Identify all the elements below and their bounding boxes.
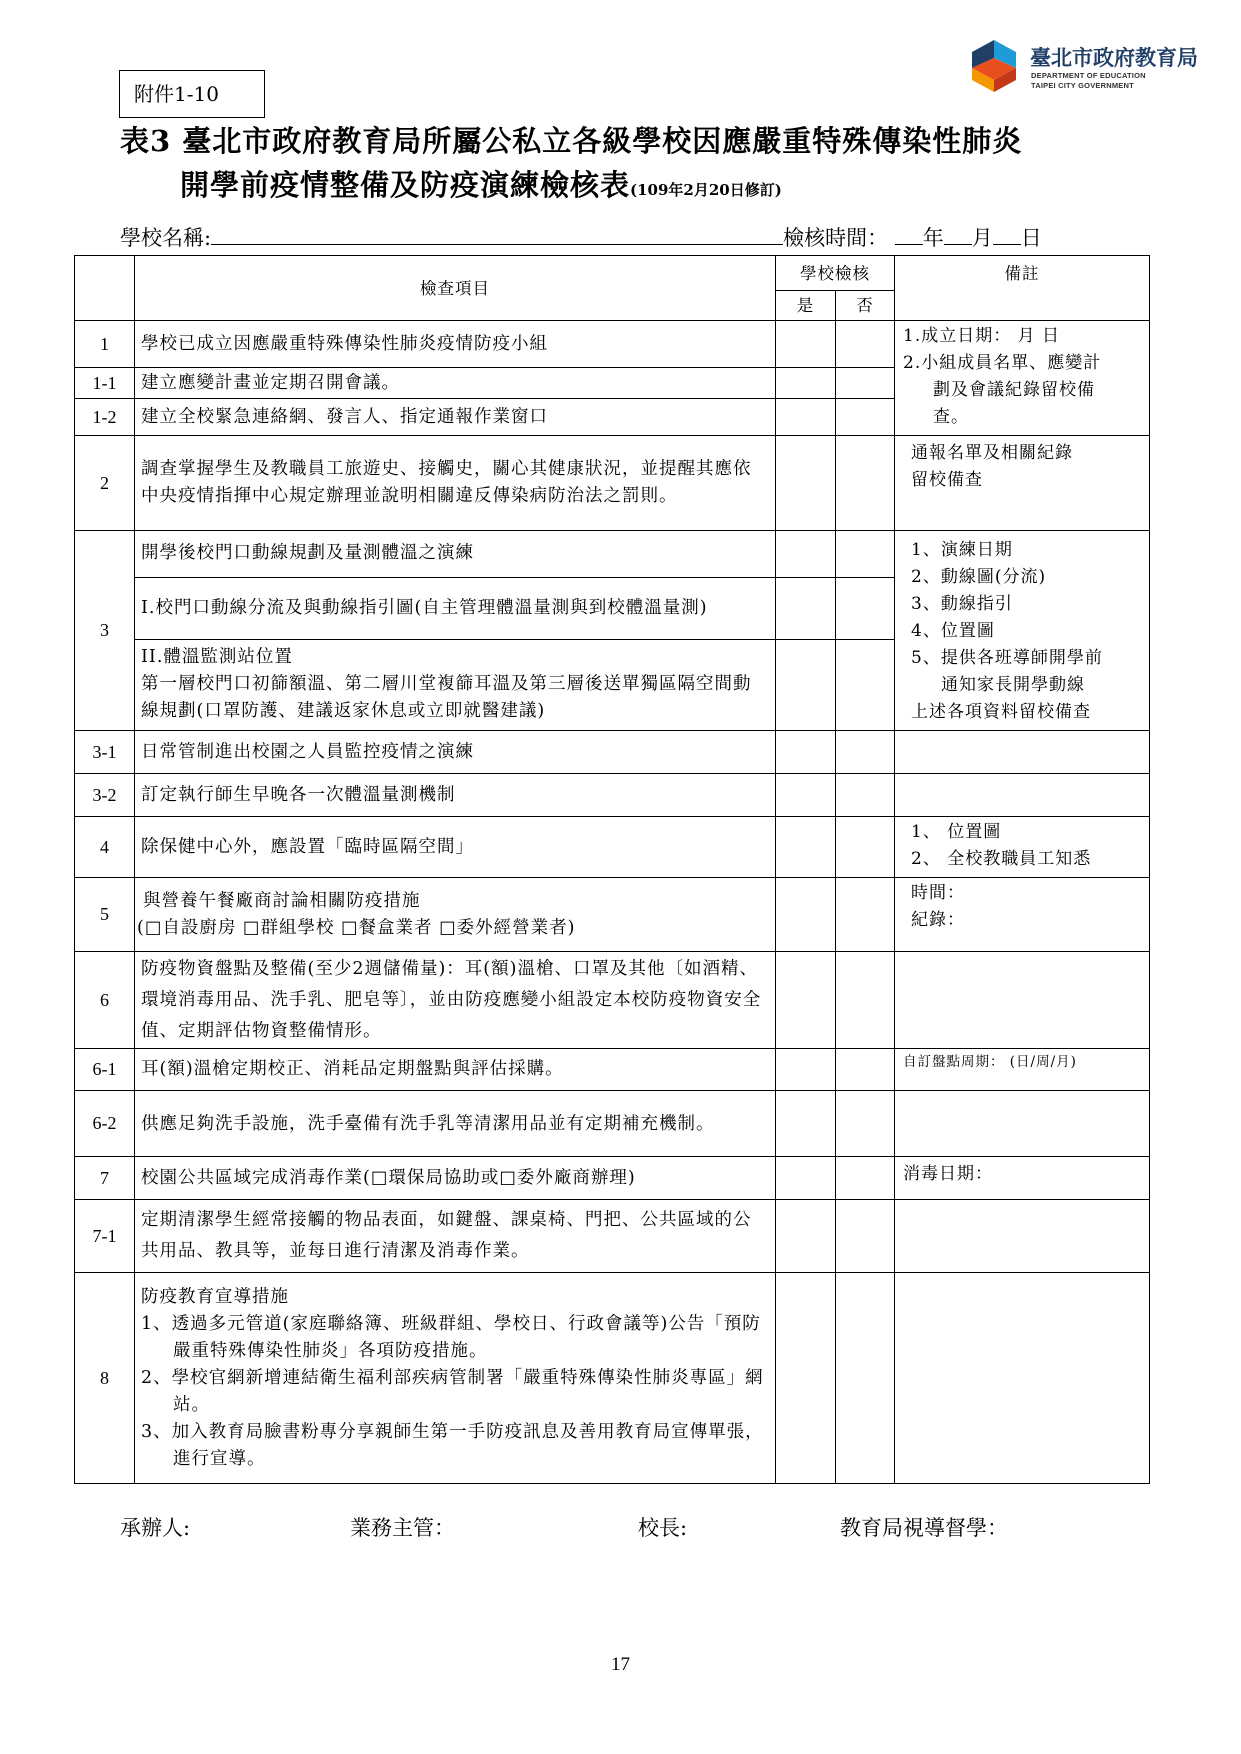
header-no: 否 bbox=[836, 291, 895, 321]
row-item: 建立全校緊急連絡網、發言人、指定通報作業窗口 bbox=[135, 399, 776, 436]
title-line-2-text: 開學前疫情整備及防疫演練檢核表 bbox=[180, 168, 631, 202]
note-line: 查。 bbox=[933, 407, 969, 427]
row-item bbox=[135, 639, 776, 730]
row-number: 2 bbox=[75, 436, 135, 531]
year-label: 年 bbox=[922, 226, 944, 250]
table-row bbox=[75, 817, 1150, 878]
signature-inspector: 教育局視導督學： bbox=[840, 1516, 1008, 1540]
check-no-cell[interactable] bbox=[836, 531, 895, 578]
header-number-cell bbox=[75, 256, 135, 321]
row-note bbox=[895, 952, 1150, 1049]
row-note bbox=[895, 321, 1150, 436]
check-no-cell[interactable] bbox=[836, 321, 895, 368]
note-line: 劃及會議紀錄留校備 bbox=[933, 380, 1095, 400]
check-no-cell[interactable] bbox=[836, 436, 895, 531]
note-line: 5、提供各班導師開學前 bbox=[911, 648, 1103, 668]
row-number: 3 bbox=[75, 531, 135, 731]
row-number: 1-2 bbox=[75, 399, 135, 436]
checklist-table bbox=[74, 255, 1150, 1484]
note-line: 留校備查 bbox=[911, 470, 983, 490]
row-note bbox=[895, 1091, 1150, 1157]
row-item: 供應足夠洗手設施，洗手臺備有洗手乳等清潔用品並有定期補充機制。 bbox=[135, 1091, 776, 1157]
row-number: 1 bbox=[75, 321, 135, 368]
row-item-text: 防疫教育宣導措施 bbox=[141, 1286, 289, 1307]
row-item-text: II.體溫監測站位置 bbox=[141, 647, 293, 668]
check-no-cell[interactable] bbox=[836, 368, 895, 399]
signature-supervisor: 業務主管： bbox=[350, 1516, 455, 1540]
note-line: 1.成立日期： 月 日 bbox=[903, 326, 1061, 346]
day-label: 日 bbox=[1020, 226, 1042, 250]
row-item-text: 1、透過多元管道(家庭聯絡簿、班級群組、學校日、行政會議等)公告「預防嚴重特殊傳染性肺炎」各項防疫措施。 bbox=[141, 1313, 761, 1361]
row-item: 調查掌握學生及教職員工旅遊史、接觸史，關心其健康狀況，並提醒其應依中央疫情指揮中心規定辦理並說明相關違反傳染病防治法之罰則。 bbox=[135, 436, 776, 531]
attachment-label: 附件1-10 bbox=[119, 70, 265, 118]
row-note: 消毒日期： bbox=[895, 1157, 1150, 1200]
check-no-cell[interactable] bbox=[836, 817, 895, 878]
table-row bbox=[75, 1091, 1150, 1157]
row-item: 開學後校門口動線規劃及量測體溫之演練 bbox=[135, 531, 776, 578]
check-no-cell[interactable] bbox=[836, 639, 895, 730]
table-row bbox=[75, 1200, 1150, 1273]
check-yes-cell[interactable] bbox=[776, 321, 836, 368]
logo-name-en-2: TAIPEI CITY GOVERNMENT bbox=[1031, 81, 1134, 90]
note-line: 2、 全校教職員工知悉 bbox=[911, 849, 1092, 869]
row-item bbox=[135, 577, 776, 639]
check-yes-cell[interactable] bbox=[776, 399, 836, 436]
row-number: 6-2 bbox=[75, 1091, 135, 1157]
note-line: 1、演練日期 bbox=[911, 540, 1013, 560]
row-item: 學校已成立因應嚴重特殊傳染性肺炎疫情防疫小組 bbox=[135, 321, 776, 368]
check-no-cell[interactable] bbox=[836, 774, 895, 817]
row-note bbox=[895, 531, 1150, 731]
table-row bbox=[75, 1157, 1150, 1200]
note-line: 2、動線圖(分流) bbox=[911, 567, 1047, 587]
table-row bbox=[75, 531, 1150, 578]
row-number: 4 bbox=[75, 817, 135, 878]
check-yes-cell[interactable] bbox=[776, 1091, 836, 1157]
note-line: 紀錄： bbox=[911, 910, 965, 930]
check-no-cell[interactable] bbox=[836, 1091, 895, 1157]
row-item: 建立應變計畫並定期召開會議。 bbox=[135, 368, 776, 399]
check-yes-cell[interactable] bbox=[776, 817, 836, 878]
check-yes-cell[interactable] bbox=[776, 1049, 836, 1091]
row-note bbox=[895, 1273, 1150, 1484]
note-line: 通報名單及相關紀錄 bbox=[911, 443, 1073, 463]
title-line-1: 表3 臺北市政府教育局所屬公私立各級學校因應嚴重特殊傳染性肺炎 bbox=[120, 124, 1023, 158]
check-yes-cell[interactable] bbox=[776, 639, 836, 730]
row-number: 8 bbox=[75, 1273, 135, 1484]
check-no-cell[interactable] bbox=[836, 577, 895, 639]
page-number: 17 bbox=[611, 1654, 630, 1675]
row-number: 7-1 bbox=[75, 1200, 135, 1273]
row-number: 5 bbox=[75, 878, 135, 952]
row-item-text: 第一層校門口初篩額溫、第二層川堂複篩耳溫及第三層後送單獨區隔空間動線規劃(口罩防護、建議返家休息或立即就醫建議) bbox=[141, 674, 752, 722]
school-name-label: 學校名稱: bbox=[120, 226, 212, 250]
year-field[interactable] bbox=[895, 226, 923, 245]
note-line: 1、 位置圖 bbox=[911, 822, 1002, 842]
header-items: 檢查項目 bbox=[135, 256, 776, 321]
row-note bbox=[895, 1200, 1150, 1273]
row-item-text: (□自設廚房 □群組學校 □餐盒業者 □委外經營業者) bbox=[137, 917, 576, 938]
row-item: 訂定執行師生早晚各一次體溫量測機制 bbox=[135, 774, 776, 817]
logo-name-zh: 臺北市政府教育局 bbox=[1030, 46, 1198, 70]
signature-principal: 校長: bbox=[638, 1516, 688, 1540]
check-yes-cell[interactable] bbox=[776, 774, 836, 817]
row-item bbox=[135, 878, 776, 952]
row-note bbox=[895, 817, 1150, 878]
row-item: 校園公共區域完成消毒作業(□環保局協助或□委外廠商辦理) bbox=[135, 1157, 776, 1200]
month-field[interactable] bbox=[944, 226, 972, 245]
check-no-cell[interactable] bbox=[836, 731, 895, 774]
table-row bbox=[75, 774, 1150, 817]
check-yes-cell[interactable] bbox=[776, 531, 836, 578]
form-meta-line bbox=[120, 222, 1042, 252]
row-number: 3-1 bbox=[75, 731, 135, 774]
note-line: 時間： bbox=[911, 883, 965, 903]
check-no-cell[interactable] bbox=[836, 1049, 895, 1091]
note-line: 2.小組成員名單、應變計 bbox=[903, 353, 1102, 373]
table-row bbox=[75, 731, 1150, 774]
check-no-cell[interactable] bbox=[836, 878, 895, 952]
department-logo bbox=[968, 38, 1208, 98]
day-field[interactable] bbox=[993, 226, 1021, 245]
row-note bbox=[895, 731, 1150, 774]
note-line: 通知家長開學動線 bbox=[941, 675, 1085, 695]
row-number: 6 bbox=[75, 952, 135, 1049]
row-item-text: 與營養午餐廠商討論相關防疫措施 bbox=[143, 890, 421, 911]
check-yes-cell[interactable] bbox=[776, 1273, 836, 1484]
check-yes-cell[interactable] bbox=[776, 731, 836, 774]
check-yes-cell[interactable] bbox=[776, 577, 836, 639]
check-yes-cell[interactable] bbox=[776, 436, 836, 531]
table-row bbox=[75, 952, 1150, 1049]
check-yes-cell[interactable] bbox=[776, 952, 836, 1049]
check-yes-cell[interactable] bbox=[776, 1200, 836, 1273]
row-item: 耳(額)溫槍定期校正、消耗品定期盤點與評估採購。 bbox=[135, 1049, 776, 1091]
revision-date: (109年2月20日修訂) bbox=[630, 181, 782, 199]
school-name-field[interactable] bbox=[211, 224, 783, 245]
check-yes-cell[interactable] bbox=[776, 1157, 836, 1200]
signature-handler: 承辦人: bbox=[120, 1516, 191, 1540]
row-number: 3-2 bbox=[75, 774, 135, 817]
table-row bbox=[75, 1049, 1150, 1091]
note-line: 4、位置圖 bbox=[911, 621, 995, 641]
row-item bbox=[135, 1273, 776, 1484]
row-item: 防疫物資盤點及整備(至少2週儲備量)：耳(額)溫槍、口罩及其他〔如酒精、環境消毒用品、洗手乳、肥皂等〕，並由防疫應變小組設定本校防疫物資安全值、定期評估物資整備情形。 bbox=[135, 952, 776, 1049]
row-item-text: 3、加入教育局臉書粉專分享親師生第一手防疫訊息及善用教育局宣傳單張，進行宣導。 bbox=[141, 1421, 764, 1469]
row-note bbox=[895, 436, 1150, 531]
check-no-cell[interactable] bbox=[836, 399, 895, 436]
logo-name-en-1: DEPARTMENT OF EDUCATION bbox=[1031, 71, 1146, 80]
header-yes: 是 bbox=[776, 291, 836, 321]
check-yes-cell[interactable] bbox=[776, 878, 836, 952]
row-item: 定期清潔學生經常接觸的物品表面，如鍵盤、課桌椅、門把、公共區域的公共用品、教具等，並每日進行清潔及消毒作業。 bbox=[135, 1200, 776, 1273]
check-no-cell[interactable] bbox=[836, 1200, 895, 1273]
check-no-cell[interactable] bbox=[836, 952, 895, 1049]
table-row bbox=[75, 321, 1150, 368]
row-number: 6-1 bbox=[75, 1049, 135, 1091]
row-item: 日常管制進出校園之人員監控疫情之演練 bbox=[135, 731, 776, 774]
table-row bbox=[75, 878, 1150, 952]
header-note: 備註 bbox=[895, 256, 1150, 321]
row-item-text: I.校門口動線分流及與動線指引圖(自主管理體溫量測與到校體溫量測) bbox=[141, 597, 708, 618]
header-school-check: 學校檢核 bbox=[776, 256, 895, 291]
department-emblem-icon bbox=[968, 38, 1020, 94]
title-line-2 bbox=[180, 163, 782, 204]
check-no-cell[interactable] bbox=[836, 1273, 895, 1484]
check-no-cell[interactable] bbox=[836, 1157, 895, 1200]
table-row bbox=[75, 1273, 1150, 1484]
row-item-text: 2、學校官網新增連結衛生福利部疾病管制署「嚴重特殊傳染性肺炎專區」網站。 bbox=[141, 1367, 764, 1415]
row-note bbox=[895, 878, 1150, 952]
check-yes-cell[interactable] bbox=[776, 368, 836, 399]
table-row bbox=[75, 436, 1150, 531]
row-number: 7 bbox=[75, 1157, 135, 1200]
note-line: 上述各項資料留校備查 bbox=[911, 702, 1091, 722]
check-time-label: 檢核時間： bbox=[783, 226, 889, 250]
row-note: 自訂盤點周期： (日/周/月) bbox=[895, 1049, 1150, 1091]
month-label: 月 bbox=[971, 226, 993, 250]
row-item: 除保健中心外，應設置「臨時區隔空間」 bbox=[135, 817, 776, 878]
row-number: 1-1 bbox=[75, 368, 135, 399]
row-note bbox=[895, 774, 1150, 817]
note-line: 3、動線指引 bbox=[911, 594, 1013, 614]
